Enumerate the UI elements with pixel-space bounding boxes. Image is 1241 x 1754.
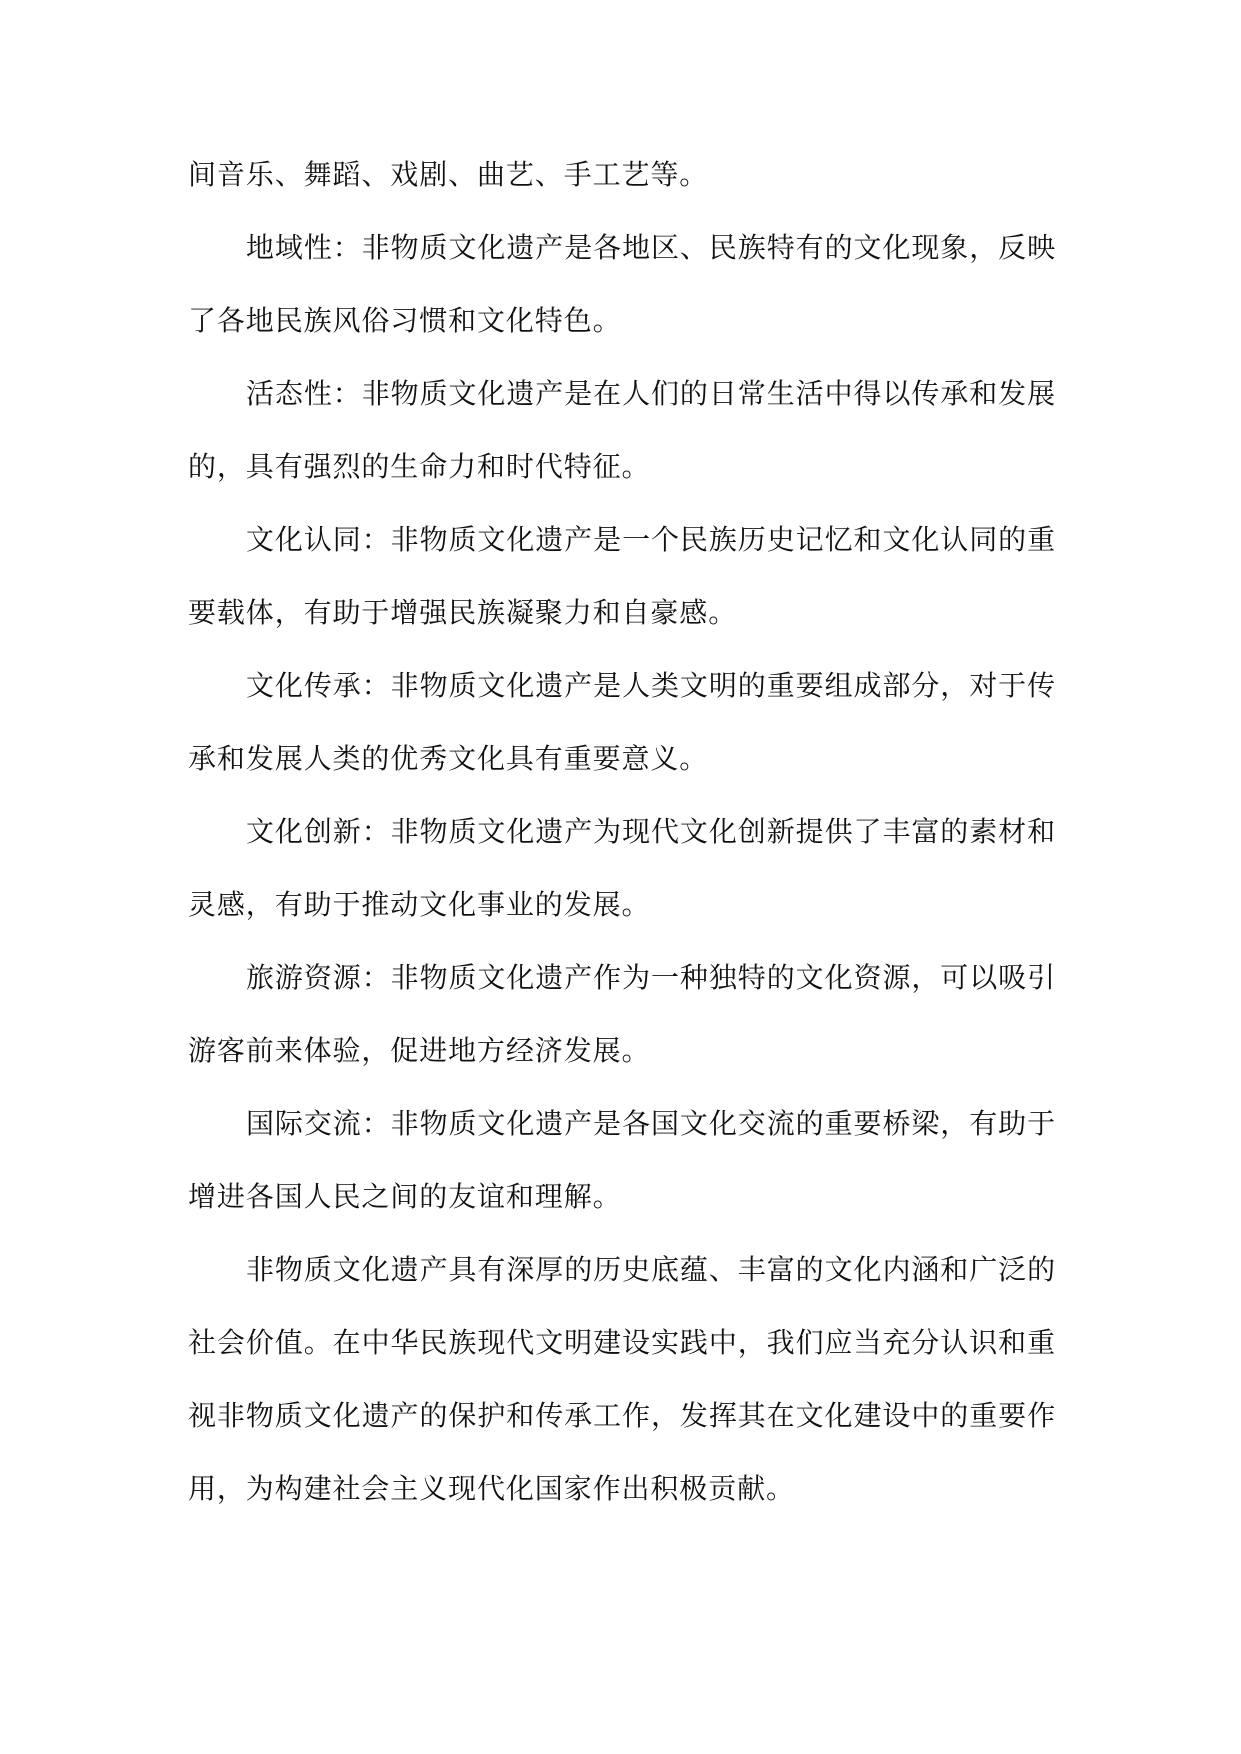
paragraph-cultural-identity: 文化认同：非物质文化遗产是一个民族历史记忆和文化认同的重要载体，有助于增强民族凝聚力和自豪感。	[188, 523, 1056, 629]
paragraph-cultural-innovation: 文化创新：非物质文化遗产为现代文化创新提供了丰富的素材和灵感，有助于推动文化事业的发展。	[188, 815, 1056, 921]
paragraph-tourism-resources: 旅游资源：非物质文化遗产作为一种独特的文化资源，可以吸引游客前来体验，促进地方经济发展。	[188, 961, 1056, 1067]
paragraph-regional: 地域性：非物质文化遗产是各地区、民族特有的文化现象，反映了各地民族风俗习惯和文化特色。	[188, 231, 1056, 337]
document-body	[188, 138, 1056, 1525]
paragraph-international-exchange: 国际交流：非物质文化遗产是各国文化交流的重要桥梁，有助于增进各国人民之间的友谊和理解。	[188, 1107, 1056, 1213]
paragraph-continued: 间音乐、舞蹈、戏剧、曲艺、手工艺等。	[188, 158, 709, 191]
paragraph-conclusion: 非物质文化遗产具有深厚的历史底蕴、丰富的文化内涵和广泛的社会价值。在中华民族现代文明建设实践中，我们应当充分认识和重视非物质文化遗产的保护和传承工作，发挥其在文化建设中的重要作用，为构建社会主义现代化国家作出积极贡献。	[188, 1253, 1056, 1505]
paragraph-cultural-inheritance: 文化传承：非物质文化遗产是人类文明的重要组成部分，对于传承和发展人类的优秀文化具有重要意义。	[188, 669, 1056, 775]
paragraph-living: 活态性：非物质文化遗产是在人们的日常生活中得以传承和发展的，具有强烈的生命力和时代特征。	[188, 377, 1056, 483]
